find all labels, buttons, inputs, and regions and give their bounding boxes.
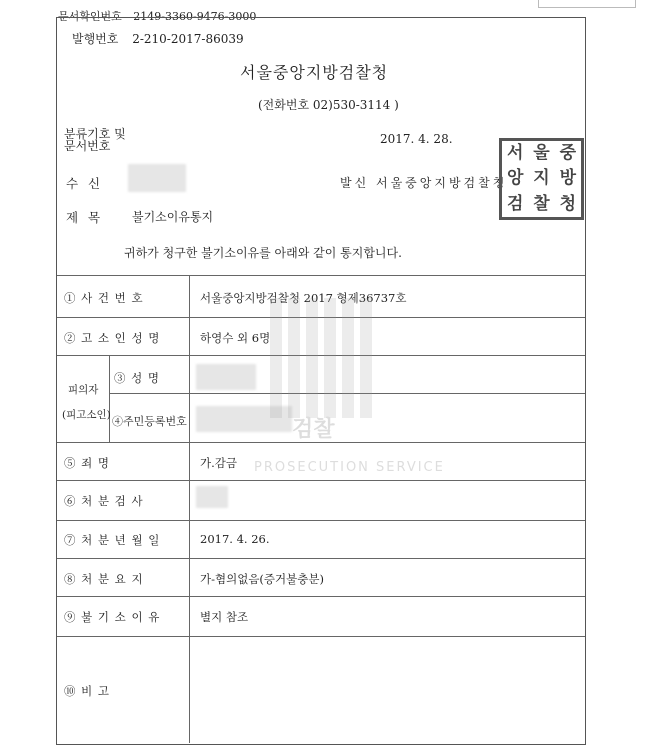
issue-line (72, 30, 244, 47)
row-disposition-summary-value: 가-혐의없음(증거불충분) (200, 572, 324, 586)
agency-title: 서울중앙지방검찰청 (240, 63, 389, 82)
row-prosecutor-label: ⑥ 처 분 검 사 (64, 494, 144, 508)
classification-label-1: 분류기호 및 (64, 127, 126, 141)
row-complainant-value: 하영수 외 6명 (200, 331, 271, 345)
corner-stamp (538, 0, 636, 8)
subject-label: 제 목 (66, 210, 104, 225)
watermark-sub: PROSECUTION SERVICE (254, 460, 445, 475)
row-complainant-label: ② 고 소 인 성 명 (64, 331, 161, 345)
recipient-label: 수 신 (66, 176, 104, 191)
doc-confirm-number: 2149-3360-9476-3000 (133, 10, 257, 23)
watermark-graphic (256, 298, 386, 418)
row-disposition-date-value: 2017. 4. 26. (200, 532, 270, 546)
intro-text: 귀하가 청구한 불기소이유를 아래와 같이 통지합니다. (124, 246, 402, 260)
issue-number: 2-210-2017-86039 (132, 32, 244, 46)
doc-confirm-label: 문서확인번호 (58, 10, 122, 23)
document-date: 2017. 4. 28. (380, 132, 453, 146)
recipient-redacted (128, 164, 186, 192)
suspect-group-label-1: 피의자 (68, 384, 99, 396)
sender-line: 발신 서울중앙지방검찰청 (340, 176, 508, 190)
official-seal: 서 울 중 앙 지 방 검 찰 청 (499, 138, 584, 220)
suspect-name-redacted (196, 364, 256, 390)
row-case-no-label: ① 사 건 번 호 (64, 291, 144, 305)
agency-phone: (전화번호 02)530-3114 ) (258, 98, 399, 112)
row-remarks-label: ⑩ 비 고 (64, 684, 111, 698)
row-case-no-value: 서울중앙지방검찰청 2017 형제36737호 (200, 291, 407, 305)
issue-label: 발행번호 (72, 32, 119, 46)
row-charge-label: ⑤ 죄 명 (64, 456, 111, 470)
prosecutor-redacted (196, 486, 228, 508)
classification-label (64, 128, 126, 152)
row-disposition-summary-label: ⑧ 처 분 요 지 (64, 572, 144, 586)
suspect-group-label-2: (피고소인) (62, 409, 111, 421)
row-disposition-date-label: ⑦ 처 분 년 월 일 (64, 533, 161, 547)
subject-value: 불기소이유통지 (132, 210, 214, 224)
suspect-group-label (64, 382, 111, 422)
classification-label-2: 문서번호 (64, 139, 111, 153)
row-reason-value: 별지 참조 (200, 610, 249, 624)
row-charge-value: 가.감금 (200, 456, 237, 470)
watermark-text: 검찰 (292, 417, 335, 442)
row-suspect-id-label: ④주민등록번호 (112, 415, 187, 428)
row-reason-label: ⑨ 불 기 소 이 유 (64, 610, 161, 624)
row-suspect-name-label: ③ 성 명 (114, 371, 161, 385)
